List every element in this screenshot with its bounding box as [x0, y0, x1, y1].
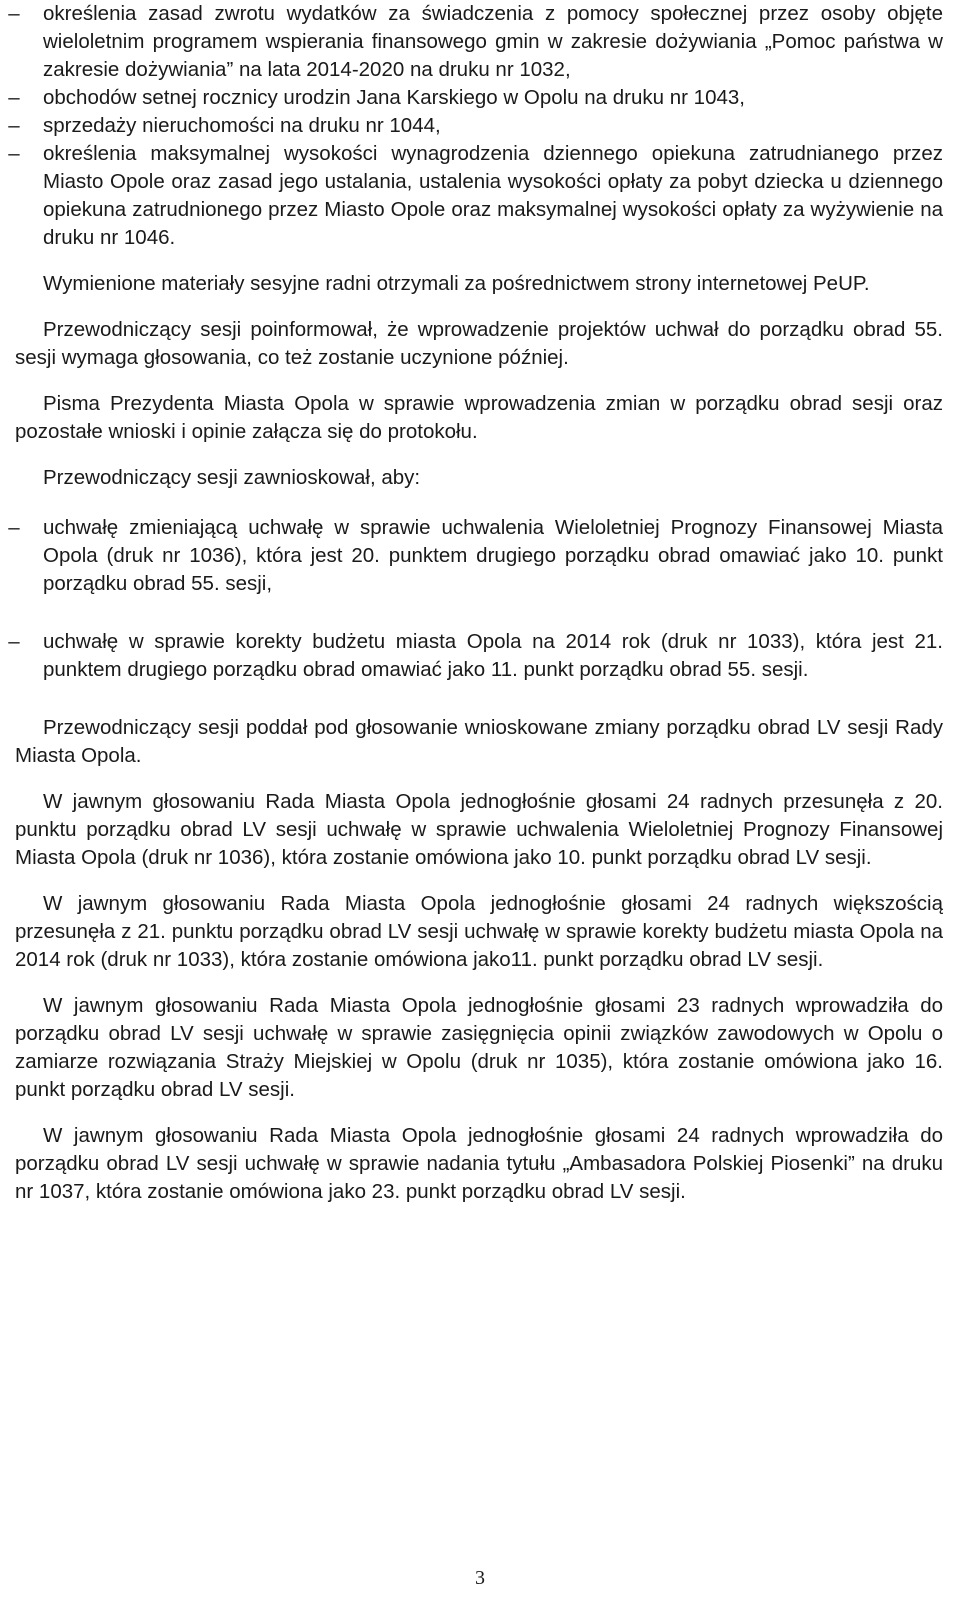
dash-bullet: –	[8, 2, 20, 25]
list-item-text: określenia maksymalnej wysokości wynagrodzenia dziennego opiekuna zatrudnianego przez Miasto Opole oraz zasad jego ustalania, ustalenia wysokości opłaty za pobyt dziecka u dziennego opiekuna zatrudnionego przez Miasto Opole oraz maksymalnej wysokości opłaty za wyżywienie na druku nr 1046.	[43, 142, 943, 249]
list-item	[8, 514, 943, 598]
list-item	[8, 628, 943, 684]
list-item-text: obchodów setnej rocznicy urodzin Jana Karskiego w Opolu na druku nr 1043,	[43, 86, 745, 109]
list-item	[8, 84, 943, 112]
dash-bullet: –	[8, 630, 20, 653]
paragraph: Wymienione materiały sesyjne radni otrzymali za pośrednictwem strony internetowej PeUP.	[43, 272, 870, 295]
paragraph: W jawnym głosowaniu Rada Miasta Opola jednogłośnie głosami 24 radnych wprowadziła do porządku obrad LV sesji uchwałę w sprawie nadania tytułu „Ambasadora Polskiej Piosenki” na druku nr 1037, która zostanie omówiona jako 23. punkt porządku obrad LV sesji.	[15, 1124, 943, 1203]
list-item	[8, 140, 943, 252]
paragraph: Przewodniczący sesji zawnioskował, aby:	[43, 466, 421, 489]
list-item-text: sprzedaży nieruchomości na druku nr 1044,	[43, 114, 441, 137]
list-item-text: uchwałę zmieniającą uchwałę w sprawie uchwalenia Wieloletniej Prognozy Finansowej Miasta Opola (druk nr 1036), która jest 20. punktem drugiego porządku obrad omawiać jako 10. punkt porządku obrad 55. sesji,	[43, 516, 943, 595]
paragraph: Przewodniczący sesji poddał pod głosowanie wnioskowane zmiany porządku obrad LV sesji Rady Miasta Opola.	[15, 716, 943, 767]
paragraph: Pisma Prezydenta Miasta Opola w sprawie wprowadzenia zmian w porządku obrad sesji oraz pozostałe wnioski i opinie załącza się do protokołu.	[15, 392, 943, 443]
paragraph: W jawnym głosowaniu Rada Miasta Opola jednogłośnie głosami 24 radnych przesunęła z 20. punktu porządku obrad LV sesji uchwałę w sprawie uchwalenia Wieloletniej Prognozy Finansowej Miasta Opola (druk nr 1036), która zostanie omówiona jako 10. punkt porządku obrad LV sesji.	[15, 790, 943, 869]
list-item-text: uchwałę w sprawie korekty budżetu miasta Opola na 2014 rok (druk nr 1033), która jest 21. punktem drugiego porządku obrad omawiać jako 11. punkt porządku obrad 55. sesji.	[43, 630, 943, 681]
list-item-text: określenia zasad zwrotu wydatków za świadczenia z pomocy społecznej przez osoby objęte wieloletnim programem wspierania finansowego gmin w zakresie dożywiania „Pomoc państwa w zakresie dożywiania” na lata 2014-2020 na druku nr 1032,	[43, 2, 943, 81]
paragraph: Przewodniczący sesji poinformował, że wprowadzenie projektów uchwał do porządku obrad 55. sesji wymaga głosowania, co też zostanie uczynione później.	[15, 318, 943, 369]
list-item	[8, 0, 943, 84]
paragraph: W jawnym głosowaniu Rada Miasta Opola jednogłośnie głosami 24 radnych większością przesunęła z 21. punktu porządku obrad LV sesji uchwałę w sprawie korekty budżetu miasta Opola na 2014 rok (druk nr 1033), która zostanie omówiona jako11. punkt porządku obrad LV sesji.	[15, 892, 943, 971]
motion-list	[8, 514, 943, 684]
dash-bullet: –	[8, 516, 20, 539]
paragraph: W jawnym głosowaniu Rada Miasta Opola jednogłośnie głosami 23 radnych wprowadziła do porządku obrad LV sesji uchwałę w sprawie zasięgnięcia opinii związków zawodowych w Opolu o zamiarze rozwiązania Straży Miejskiej w Opolu (druk nr 1035), która zostanie omówiona jako 16. punkt porządku obrad LV sesji.	[15, 994, 943, 1101]
resolution-list	[8, 0, 943, 252]
list-item	[8, 112, 943, 140]
dash-bullet: –	[8, 142, 20, 165]
page-number: 3	[475, 1567, 485, 1589]
dash-bullet: –	[8, 86, 20, 109]
document-body	[8, 0, 943, 1224]
dash-bullet: –	[8, 114, 20, 137]
